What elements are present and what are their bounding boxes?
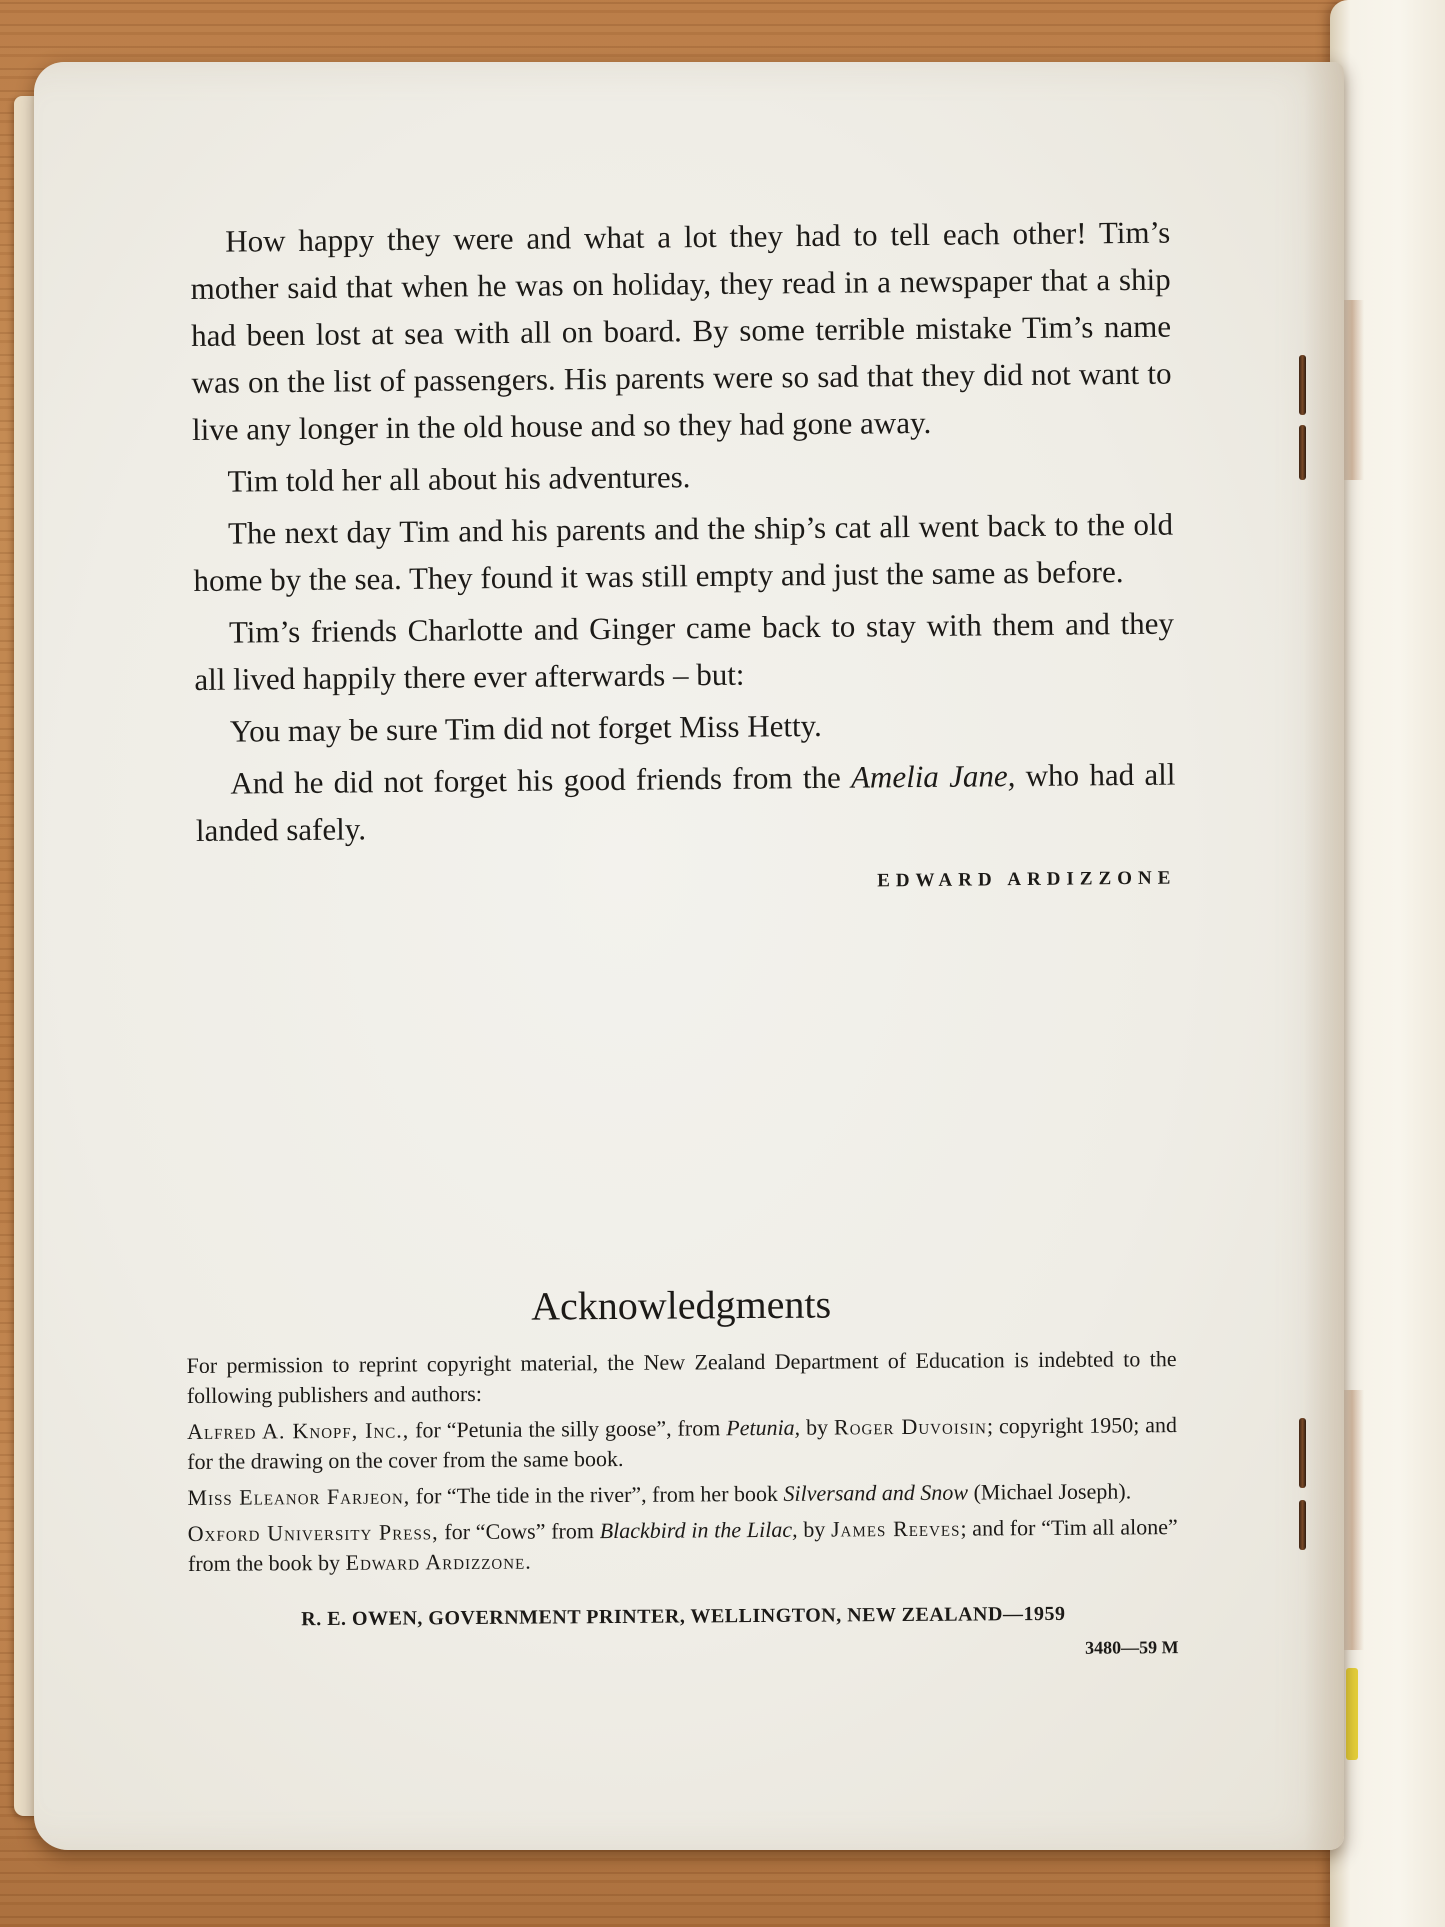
ship-name: Amelia Jane, (850, 758, 1016, 795)
acknowledgment-entry-knopf (187, 1410, 1177, 1477)
entry-text: for “Cows” from (438, 1518, 600, 1545)
book-title: Petunia, (726, 1414, 801, 1441)
entry-text: ; copyright 1950; and for the drawing on the cover from the same book. (187, 1412, 1178, 1474)
final-paragraph-end: who had all landed safely. (195, 756, 1176, 848)
spine-shadow (1304, 62, 1344, 1850)
printer-imprint: R. E. OWEN, GOVERNMENT PRINTER, WELLINGTON, NEW ZEALAND—1959 (301, 1602, 1066, 1631)
staple-bottom-2 (1299, 1500, 1306, 1550)
entry-text: by (797, 1516, 832, 1542)
book-title: Silversand and Snow (783, 1479, 969, 1506)
print-code: 3480—59 M (1084, 1637, 1179, 1658)
publisher-name: Oxford University Press, (187, 1519, 439, 1546)
book-title: Blackbird in the Lilac, (599, 1516, 798, 1544)
entry-text: ; and for “Tim all alone” from the book by (187, 1514, 1178, 1576)
story-paragraph: The next day Tim and his parents and the ship’s cat all went back to the old home by the sea. They found it was still empty and just the same as before. (193, 506, 1174, 598)
story-paragraph: Tim’s friends Charlotte and Ginger came back to stay with them and they all lived happily there ever afterwards – but: (194, 605, 1175, 697)
final-paragraph-start: And he did not forget his good friends from the (230, 759, 852, 801)
entry-text: (Michael Joseph). (967, 1478, 1132, 1505)
entry-text: for “The tide in the river”, from her book (410, 1480, 784, 1509)
author-signature: EDWARD ARDIZZONE (877, 867, 1177, 892)
staple-bottom-1 (1299, 1418, 1306, 1488)
publisher-name: Alfred A. Knopf, Inc., (186, 1417, 410, 1444)
staple-top-1 (1299, 355, 1306, 415)
acknowledgment-entry-farjeon (187, 1476, 1177, 1513)
story-paragraph: Tim told her all about his adventures. (227, 459, 691, 499)
author-name: Roger Duvoisin (833, 1413, 988, 1440)
acknowledgments-heading: Acknowledgments (531, 1281, 832, 1329)
author-name: Edward Ardizzone. (345, 1548, 532, 1575)
author-name: James Reeves (830, 1515, 961, 1542)
story-paragraph: How happy they were and what a lot they had to tell each other! Tim’s mother said that when he was on holiday, they read in a newspaper that a ship had been lost at sea with all on board. By some terrible mistake Tim’s name was on the list of passengers. His parents were so sad that they did not want to live any longer in the old house and so they had gone away. (190, 214, 1172, 447)
entry-text: for “Petunia the silly goose”, from (409, 1415, 727, 1443)
story-text (190, 209, 1177, 916)
story-paragraph: You may be sure Tim did not forget Miss Hetty. (229, 707, 822, 749)
acknowledgments-intro: For permission to reprint copyright material, the New Zealand Department of Education is indebted to the following publishers and authors: (186, 1346, 1177, 1408)
entry-text: by (800, 1414, 835, 1440)
staple-top-2 (1299, 425, 1306, 480)
publisher-name: Miss Eleanor Farjeon, (187, 1483, 411, 1510)
story-final-paragraph (195, 751, 1176, 854)
acknowledgment-entry-oxford (188, 1512, 1178, 1579)
acknowledgments-section (186, 1278, 1179, 1669)
yellow-tab (1346, 1668, 1358, 1760)
